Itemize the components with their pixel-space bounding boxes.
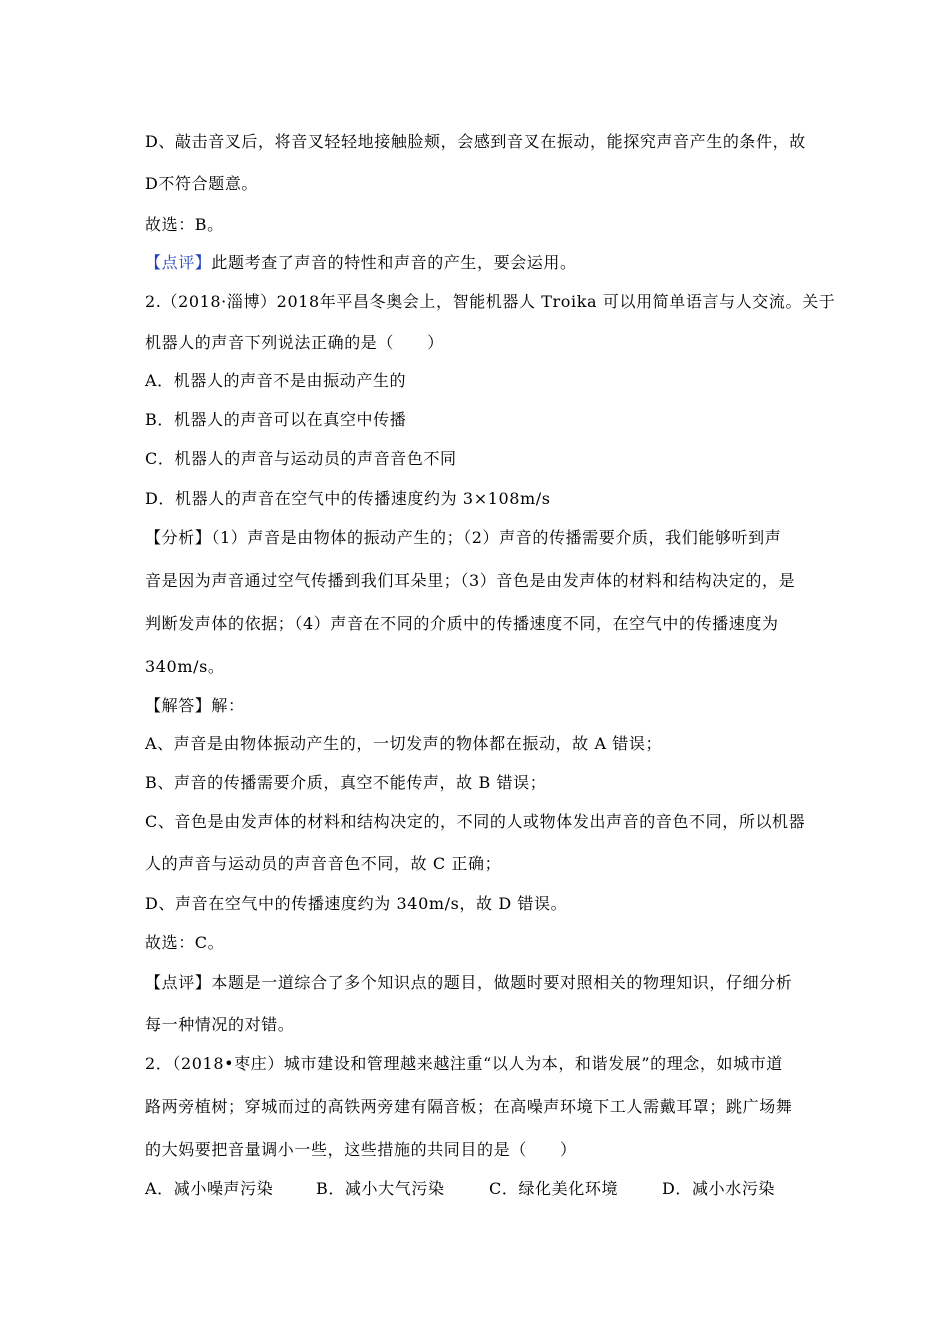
q2-analysis-line2: 音是因为声音通过空气传播到我们耳朵里；（3）音色是由发声体的材料和结构决定的，是 bbox=[145, 571, 796, 590]
q2-option-c: C．机器人的声音与运动员的声音音色不同 bbox=[145, 449, 457, 468]
q2-solution-d: D、声音在空气中的传播速度约为 340m/s，故 D 错误。 bbox=[145, 894, 568, 913]
review-prev bbox=[145, 252, 577, 274]
q2-analysis-line3: 判断发声体的依据；（4）声音在不同的介质中的传播速度不同，在空气中的传播速度为 bbox=[145, 614, 779, 633]
option-d-explanation-line1: D、敲击音叉后，将音叉轻轻地接触脸颊，会感到音叉在振动，能探究声音产生的条件，故 bbox=[145, 132, 806, 151]
q3-option-d: D．减小水污染 bbox=[662, 1179, 776, 1198]
review-text: 此题考查了声音的特性和声音的产生，要会运用。 bbox=[211, 253, 577, 272]
review-tag: 【点评】 bbox=[145, 253, 212, 272]
option-d-explanation-line2: D不符合题意。 bbox=[145, 174, 259, 193]
q3-option-c: C．绿化美化环境 bbox=[489, 1179, 619, 1198]
q2-answer: 故选：C。 bbox=[145, 933, 225, 952]
q3-option-a: A．减小噪声污染 bbox=[145, 1179, 274, 1198]
q3-option-b: B．减小大气污染 bbox=[316, 1179, 445, 1198]
q3-stem-line2: 路两旁植树；穿城而过的高铁两旁建有隔音板；在高噪声环境下工人需戴耳罩；跳广场舞 bbox=[145, 1097, 793, 1116]
answer-prev: 故选：B。 bbox=[145, 215, 224, 234]
q3-stem-line1: 2．（2018•枣庄）城市建设和管理越来越注重“以人为本，和谐发展”的理念，如城市道 bbox=[145, 1054, 783, 1073]
q2-stem-line1: 2.（2018·淄博）2018年平昌冬奥会上，智能机器人 Troika 可以用简单语言与人交流。关于 bbox=[145, 292, 836, 311]
q2-analysis-line1: 【分析】（1）声音是由物体的振动产生的；（2）声音的传播需要介质，我们能够听到声 bbox=[145, 528, 782, 547]
q2-option-a: A．机器人的声音不是由振动产生的 bbox=[145, 371, 407, 390]
q2-option-d: D．机器人的声音在空气中的传播速度约为 3×108m/s bbox=[145, 489, 551, 508]
q2-solution-b: B、声音的传播需要介质，真空不能传声，故 B 错误； bbox=[145, 773, 547, 792]
q2-analysis-line4: 340m/s。 bbox=[145, 657, 225, 676]
q2-review-line1: 【点评】本题是一道综合了多个知识点的题目，做题时要对照相关的物理知识，仔细分析 bbox=[145, 973, 793, 992]
q2-solution-head: 【解答】解： bbox=[145, 696, 245, 715]
q2-stem-line2: 机器人的声音下列说法正确的是（ ） bbox=[145, 333, 444, 352]
q3-stem-line3: 的大妈要把音量调小一些，这些措施的共同目的是（ ） bbox=[145, 1140, 577, 1159]
q2-solution-c-line1: C、音色是由发声体的材料和结构决定的，不同的人或物体发出声音的音色不同，所以机器 bbox=[145, 812, 806, 831]
q2-option-b: B．机器人的声音可以在真空中传播 bbox=[145, 410, 407, 429]
q2-solution-c-line2: 人的声音与运动员的声音音色不同，故 C 正确； bbox=[145, 854, 502, 873]
q2-review-line2: 每一种情况的对错。 bbox=[145, 1015, 295, 1034]
q2-solution-a: A、声音是由物体振动产生的，一切发声的物体都在振动，故 A 错误； bbox=[145, 734, 663, 753]
